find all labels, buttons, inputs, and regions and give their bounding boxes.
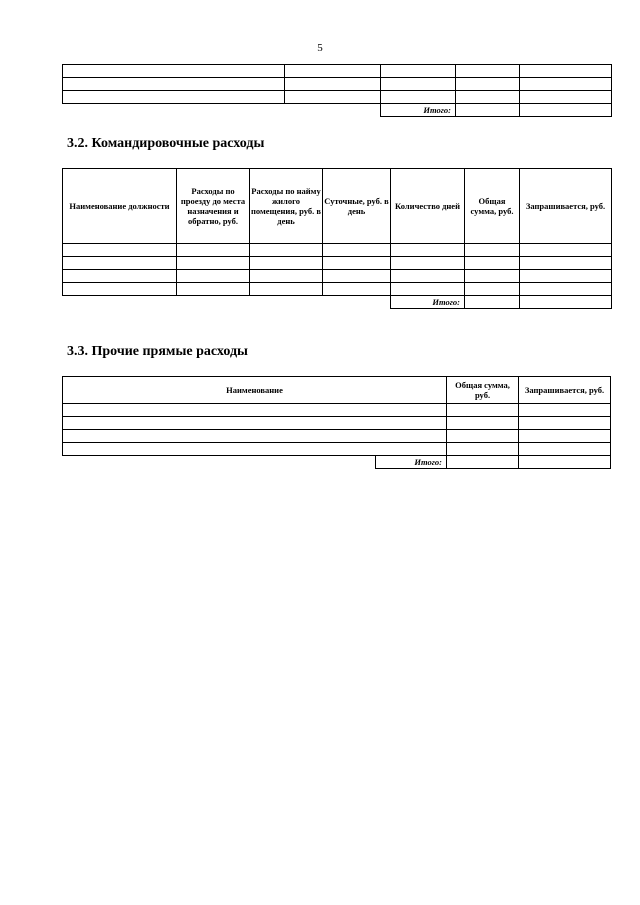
itogo-label: Итого:	[376, 456, 447, 469]
table-cell[interactable]	[391, 244, 465, 257]
table-cell[interactable]	[391, 257, 465, 270]
table-cell[interactable]	[177, 257, 250, 270]
col-header-requested: Запрашивается, руб.	[519, 377, 611, 404]
table-row	[63, 257, 612, 270]
table-cell[interactable]	[63, 244, 177, 257]
table-cell[interactable]	[381, 65, 456, 78]
itogo-requested-cell[interactable]	[520, 296, 612, 309]
col-header-requested: Запрашивается, руб.	[520, 169, 612, 244]
table-cell[interactable]	[63, 283, 177, 296]
table-cell[interactable]	[63, 270, 177, 283]
col-header-housing: Расходы по найму жилого помещения, руб. в день	[250, 169, 323, 244]
itogo-total-cell[interactable]	[456, 104, 520, 117]
table-cell[interactable]	[63, 443, 447, 456]
table-row	[63, 65, 612, 78]
table-cell[interactable]	[63, 91, 285, 104]
itogo-row	[63, 456, 611, 469]
table-cell[interactable]	[519, 443, 611, 456]
table-cell[interactable]	[63, 65, 285, 78]
table-row	[63, 404, 611, 417]
section-3-2-heading: 3.2. Командировочные расходы	[67, 136, 265, 151]
section-3-3-heading: 3.3. Прочие прямые расходы	[67, 344, 248, 359]
budget-table-continued	[62, 64, 612, 117]
table-cell[interactable]	[323, 257, 391, 270]
table-cell[interactable]	[250, 257, 323, 270]
table-row	[63, 270, 612, 283]
table-cell[interactable]	[285, 78, 381, 91]
table-cell[interactable]	[447, 417, 519, 430]
table-cell[interactable]	[323, 283, 391, 296]
table-header-row	[63, 377, 611, 404]
table-cell[interactable]	[456, 78, 520, 91]
table-cell[interactable]	[250, 244, 323, 257]
table-cell[interactable]	[63, 404, 447, 417]
table-cell[interactable]	[519, 430, 611, 443]
table-row	[63, 417, 611, 430]
itogo-label: Итого:	[391, 296, 465, 309]
table-row	[63, 78, 612, 91]
table-cell[interactable]	[519, 417, 611, 430]
table-cell[interactable]	[465, 257, 520, 270]
table-cell[interactable]	[447, 430, 519, 443]
table-cell[interactable]	[456, 91, 520, 104]
table-cell[interactable]	[465, 283, 520, 296]
col-header-days: Количество дней	[391, 169, 465, 244]
page-number: 5	[317, 42, 323, 54]
table-row	[63, 283, 612, 296]
table-cell[interactable]	[177, 283, 250, 296]
table-cell[interactable]	[323, 270, 391, 283]
table-cell[interactable]	[63, 78, 285, 91]
table-cell[interactable]	[519, 404, 611, 417]
col-header-transport: Расходы по проезду до места назначения и обратно, руб.	[177, 169, 250, 244]
itogo-requested-cell[interactable]	[520, 104, 612, 117]
col-header-total: Общая сумма, руб.	[465, 169, 520, 244]
table-cell[interactable]	[250, 270, 323, 283]
itogo-label: Итого:	[381, 104, 456, 117]
table-cell[interactable]	[520, 65, 612, 78]
col-header-per-diem: Суточные, руб. в день	[323, 169, 391, 244]
other-expenses-table	[62, 376, 611, 469]
table-row	[63, 443, 611, 456]
table-cell[interactable]	[520, 257, 612, 270]
table-row	[63, 430, 611, 443]
table-cell[interactable]	[465, 270, 520, 283]
table-cell[interactable]	[391, 283, 465, 296]
table-cell[interactable]	[465, 244, 520, 257]
table-cell[interactable]	[456, 65, 520, 78]
itogo-row	[63, 104, 612, 117]
table-header-row	[63, 169, 612, 244]
table-cell[interactable]	[177, 244, 250, 257]
table-cell[interactable]	[63, 257, 177, 270]
table-cell[interactable]	[381, 91, 456, 104]
itogo-row	[63, 296, 612, 309]
table-cell[interactable]	[63, 430, 447, 443]
table-cell[interactable]	[447, 404, 519, 417]
table-cell[interactable]	[63, 417, 447, 430]
itogo-requested-cell[interactable]	[519, 456, 611, 469]
travel-expenses-table	[62, 168, 612, 309]
itogo-total-cell[interactable]	[465, 296, 520, 309]
table-cell[interactable]	[520, 244, 612, 257]
col-header-total: Общая сумма, руб.	[447, 377, 519, 404]
table-cell[interactable]	[177, 270, 250, 283]
table-cell[interactable]	[285, 65, 381, 78]
table-row	[63, 244, 612, 257]
col-header-name: Наименование	[63, 377, 447, 404]
table-cell[interactable]	[520, 91, 612, 104]
table-row	[63, 91, 612, 104]
itogo-total-cell[interactable]	[447, 456, 519, 469]
table-cell[interactable]	[391, 270, 465, 283]
col-header-position: Наименование должности	[63, 169, 177, 244]
table-cell[interactable]	[381, 78, 456, 91]
table-cell[interactable]	[520, 78, 612, 91]
table-cell[interactable]	[323, 244, 391, 257]
table-cell[interactable]	[447, 443, 519, 456]
table-cell[interactable]	[285, 91, 381, 104]
table-cell[interactable]	[520, 283, 612, 296]
table-cell[interactable]	[520, 270, 612, 283]
table-cell[interactable]	[250, 283, 323, 296]
